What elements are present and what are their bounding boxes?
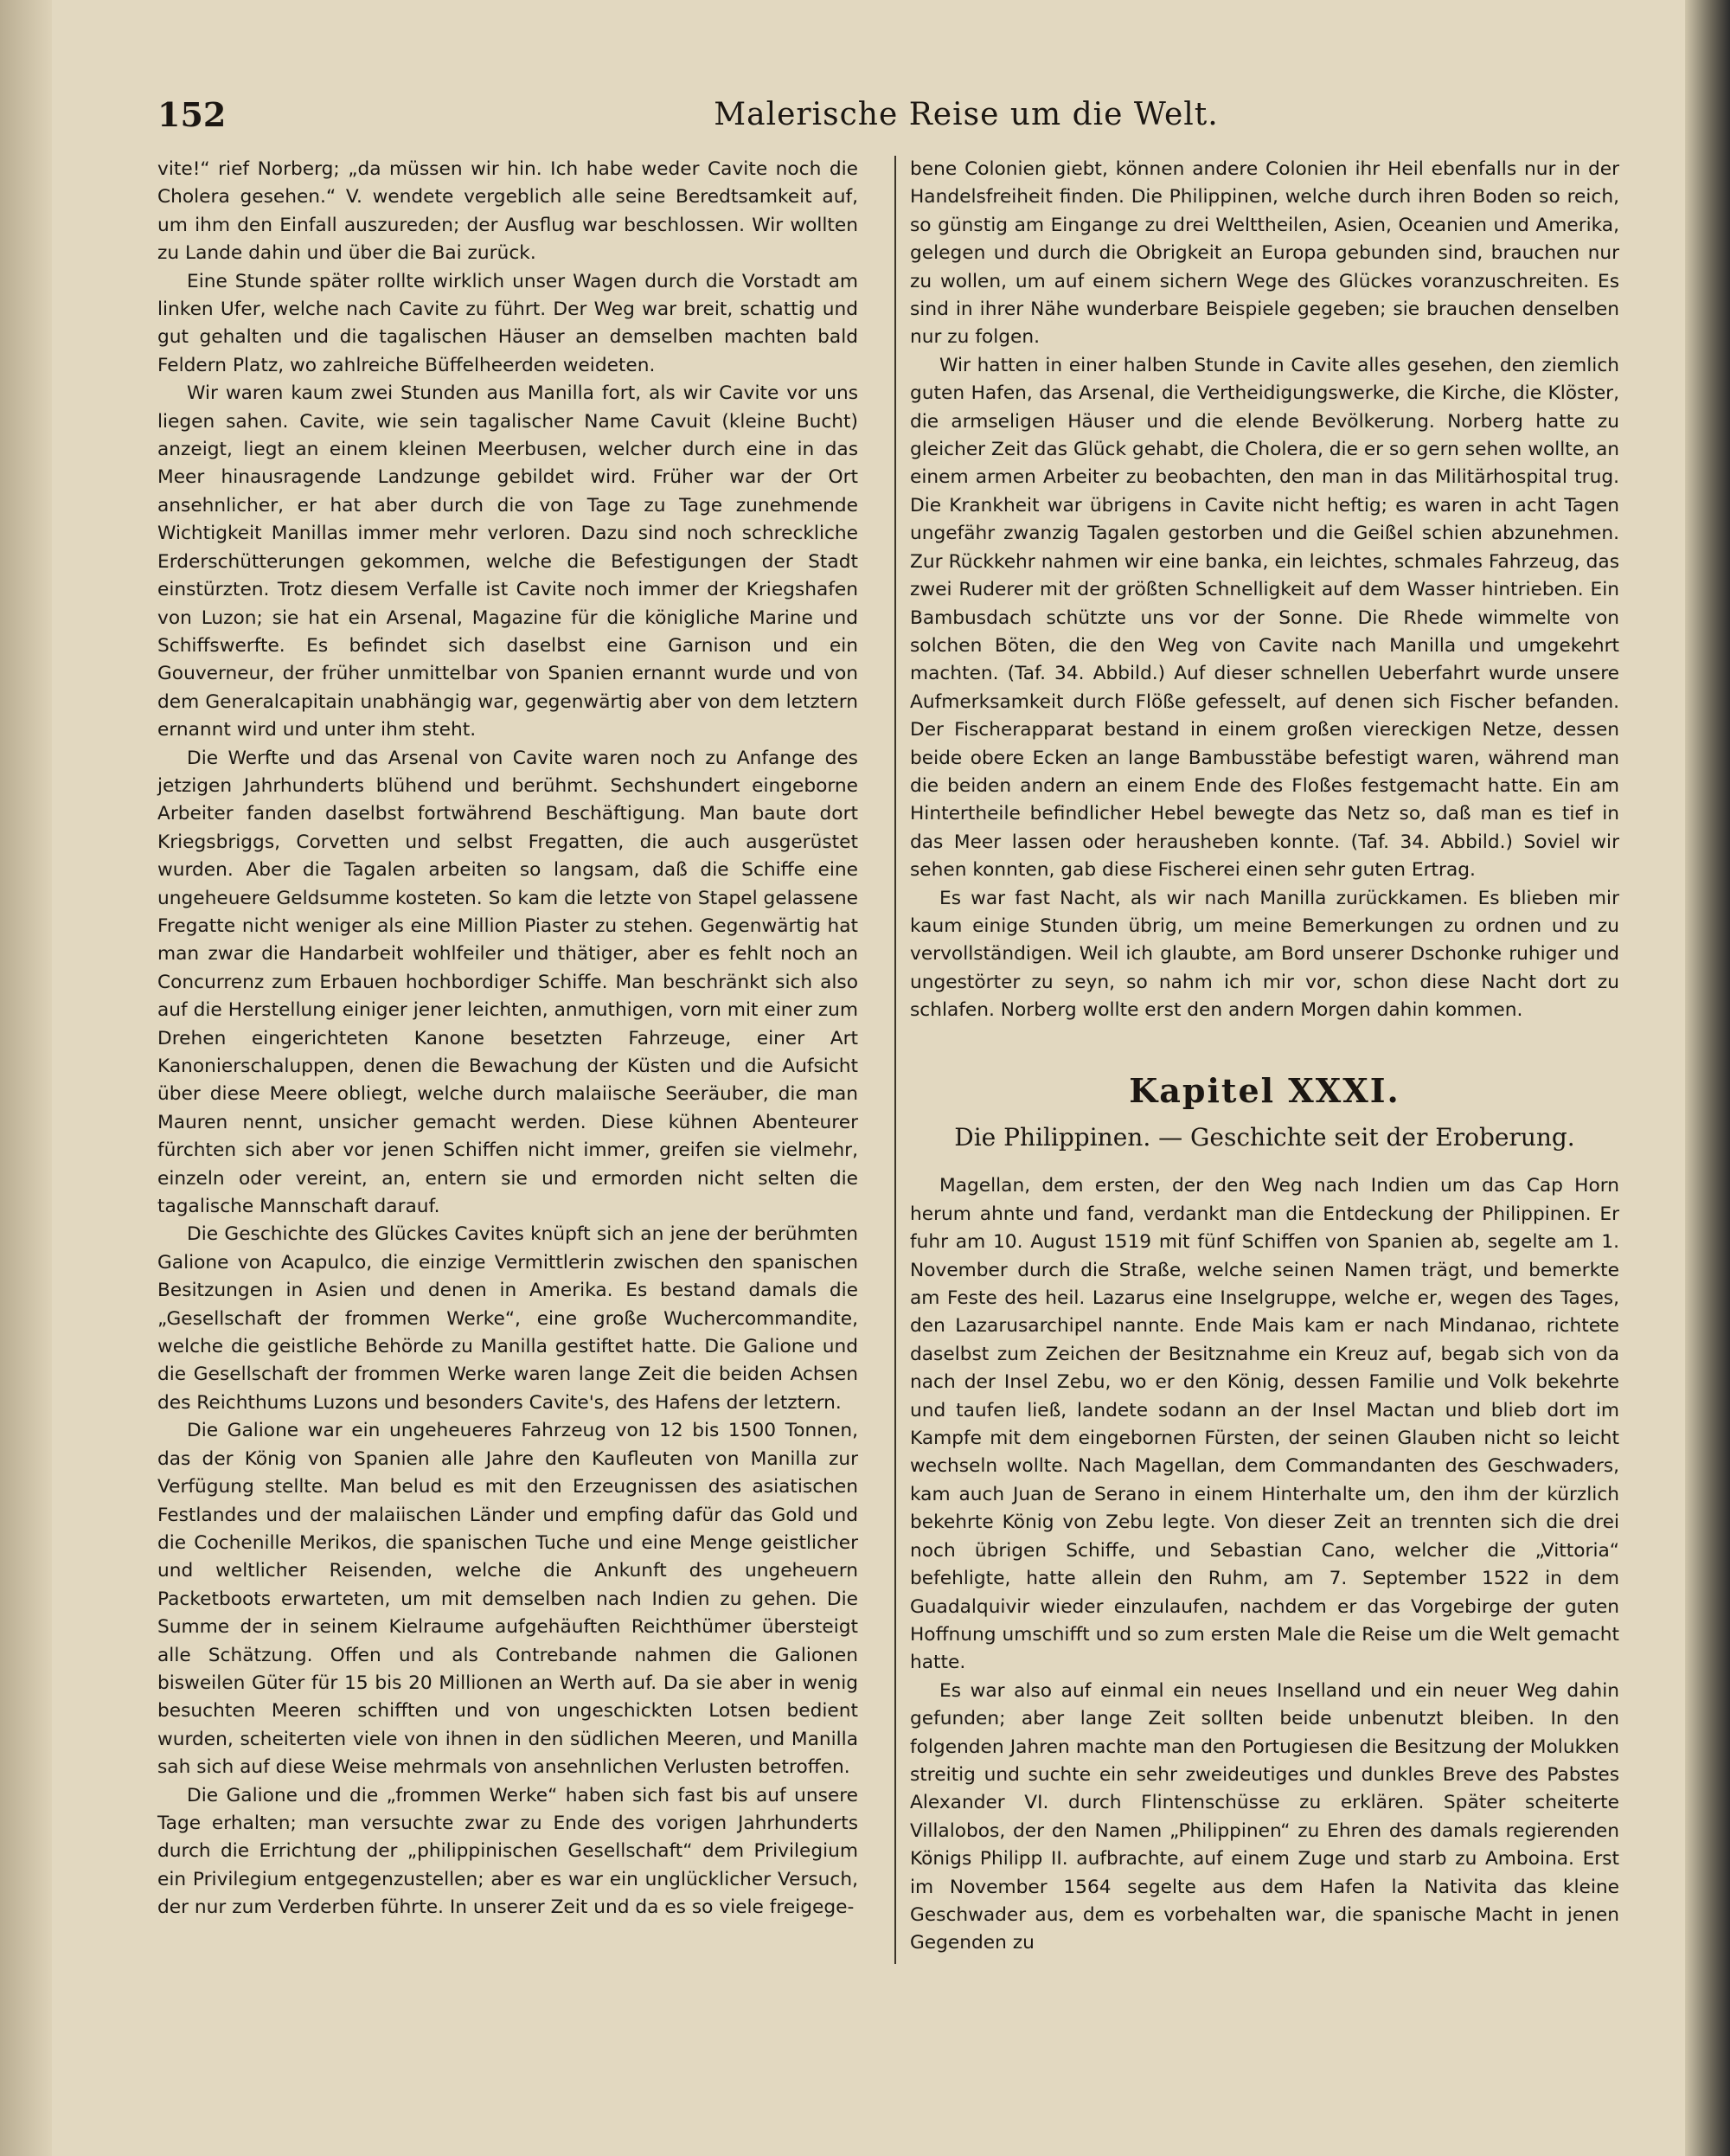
paragraph: Eine Stunde später rollte wirklich unser Wagen durch die Vorstadt am linken Ufer, welche nach Cavite zu führt. Der Weg war breit, schattig und gut gehalten und die tagalischen Häuser an demselben machten bald Feldern Platz, wo zahlreiche Büffelheerden weideten. [157, 270, 858, 376]
right-column [910, 156, 1619, 1958]
page-number: 152 [157, 95, 227, 134]
chapter-title: Kapitel XXXI. [1129, 1070, 1400, 1110]
left-column [157, 156, 858, 1922]
page-gutter-edge [0, 0, 52, 2156]
paragraph: Magellan, dem ersten, der den Weg nach Indien um das Cap Horn herum ahnte und fand, verdankt man die Entdeckung der Philippinen. Er fuhr am 10. August 1519 mit fünf Schiffen von Spanien ab, segelte am 1. November durch die Straße, welche seinen Namen trägt, und bemerkte am Feste des heil. Lazarus eine Inselgruppe, welche er, wegen des Tages, den Lazarusarchipel nannte. Ende Mais kam er nach Mindanao, richtete daselbst zum Zeichen der Besitznahme ein Kreuz auf, begab sich von da nach der Insel Zebu, wo er den König, dessen Familie und Volk bekehrte und taufen ließ, landete sodann an der Insel Mactan und blieb dort im Kampfe mit dem eingebornen Fürsten, der seinen Glauben nicht so leicht wechseln wollte. Nach Magellan, dem Commandanten des Geschwaders, kam auch Juan de Serano in einem Hinterhalte um, den ihm der kürzlich bekehrte König von Zebu legte. Von dieser Zeit an trennten sich die drei noch übrigen Schiffe, und Sebastian Cano, welcher die „Vittoria“ befehligte, hatte allein den Ruhm, am 7. September 1522 in dem Guadalquivir wieder einzulaufen, nachdem er das Vorgebirge der guten Hoffnung umschifft und so zum ersten Male die Reise um die Welt gemacht hatte. [910, 1175, 1619, 1674]
paragraph: Die Galione war ein ungeheueres Fahrzeug von 12 bis 1500 Tonnen, das der König von Spanien alle Jahre den Kaufleuten von Manilla zur Verfügung stellte. Man belud es mit den Erzeugnissen des asiatischen Festlandes und der malaiischen Länder und empfing dafür das Gold und die Cochenille Merikos, die spanischen Tuche und eine Menge geistlicher und weltlicher Reisenden, welche die Ankunft des ungeheuern Packetboots erwarteten, um mit demselben nach Indien zu gehen. Die Summe der in seinem Kielraume aufgehäuften Reichthümer übersteigt alle Schätzung. Offen und als Contrebande nahmen die Galionen bisweilen Güter für 15 bis 20 Millionen an Werth auf. Da sie aber in wenig besuchten Meeren schifften und von ungeschickten Lotsen bedient wurden, scheiterten viele von ihnen in den südlichen Meeren, und Manilla sah sich auf diese Weise mehrmals von ansehnlichen Verlusten betroffen. [157, 1420, 858, 1779]
paragraph: Wir hatten in einer halben Stunde in Cavite alles gesehen, den ziemlich guten Hafen, das Arsenal, die Vertheidigungswerke, die Kirche, die Klöster, die armseligen Häuser und die elende Bevölkerung. Norberg hatte zu gleicher Zeit das Glück gehabt, die Cholera, die er so gern sehen wollte, an einem armen Arbeiter zu beobachten, den man in das Militärhospital trug. Die Krankheit war übrigens in Cavite nicht heftig; es waren in acht Tagen ungefähr zwanzig Tagalen gestorben und die Geißel schien abzunehmen. Zur Rückkehr nahmen wir eine banka, ein leichtes, schmales Fahrzeug, das zwei Ruderer mit der größten Schnelligkeit auf dem Wasser hintrieben. Ein Bambusdach schützte uns vor der Sonne. Die Rhede wimmelte von solchen Böten, die den Weg von Cavite nach Manilla und umgekehrt machten. (Taf. 34. Abbild.) Auf dieser schnellen Ueberfahrt wurde unsere Aufmerksamkeit durch Flöße gefesselt, auf denen sich Fischer befanden. Der Fischerapparat bestand in einem großen viereckigen Netze, dessen beide obere Ecken an lange Bambusstäbe befestigt waren, während man die beiden andern an einem Ende des Floßes festgemacht hatte. Ein am Hintertheile befindlicher Hebel bewegte das Netz so, daß man es tief in das Meer lassen oder herausheben konnte. (Taf. 34. Abbild.) Soviel wir sehen konnten, gab diese Fischerei einen sehr guten Ertrag. [910, 354, 1619, 882]
paragraph: Die Geschichte des Glückes Cavites knüpft sich an jene der berühmten Galione von Acapulco, die einzige Vermittlerin zwischen den spanischen Besitzungen in Asien und denen in Amerika. Es bestand damals die „Gesellschaft der frommen Werke“, eine große Wuchercommandite, welche die geistliche Behörde zu Manilla gestiftet hatte. Die Galione und die Gesellschaft der frommen Werke waren lange Zeit die beiden Achsen des Reichthums Luzons und besonders Cavite's, des Hafens der letztern. [157, 1223, 858, 1414]
paragraph: Es war also auf einmal ein neues Inselland und ein neuer Weg dahin gefunden; aber lange Zeit sollten beide unbenutzt bleiben. In den folgenden Jahren machte man den Portugiesen die Besitzung der Molukken streitig und suchte ein sehr zweideutiges und dunkles Breve des Pabstes Alexander VI. durch Flintenschüsse zu erklären. Später scheiterte Villalobos, der den Namen „Philippinen“ zu Ehren des damals regierenden Königs Philipp II. aufbrachte, auf einem Zuge und starb zu Amboina. Erst im November 1564 segelte aus dem Hafen la Nativita das kleine Geschwader aus, dem es vorbehalten war, die spanische Macht in jenen Gegenden zu [910, 1679, 1619, 1954]
paragraph: bene Colonien giebt, können andere Colonien ihr Heil ebenfalls nur in der Handelsfreiheit finden. Die Philippinen, welche durch ihren Boden so reich, so günstig am Eingange zu drei Welttheilen, Asien, Oceanien und Amerika, gelegen und durch die Obrigkeit an Europa gebunden sind, brauchen nur zu wollen, um auf einem sichern Wege des Glückes voranzuschreiten. Es sind in ihrer Nähe wunderbare Beispiele gegeben; sie brauchen denselben nur zu folgen. [910, 158, 1619, 349]
running-title: Malerische Reise um die Welt. [714, 97, 1219, 132]
page-header [157, 95, 1619, 147]
paragraph: vite!“ rief Norberg; „da müssen wir hin. Ich habe weder Cavite noch die Cholera gesehen.“ V. wendete vergeblich alle seine Beredtsamkeit auf, um ihm den Einfall auszureden; der Ausflug war beschlossen. Wir wollten zu Lande dahin und über die Bai zurück. [157, 158, 858, 265]
chapter-subtitle: Die Philippinen. — Geschichte seit der Eroberung. [954, 1123, 1575, 1152]
paragraph: Wir waren kaum zwei Stunden aus Manilla fort, als wir Cavite vor uns liegen sahen. Cavite, wie sein tagalischer Name Cavuit (kleine Bucht) anzeigt, liegt an einem kleinen Meerbusen, welcher durch eine in das Meer hinausragende Landzunge gebildet wird. Früher war der Ort ansehnlicher, er hat aber durch die von Tage zu Tage zunehmende Wichtigkeit Manillas immer mehr verloren. Dazu sind noch schreckliche Erderschütterungen gekommen, welche die Befestigungen der Stadt einstürzten. Trotz diesem Verfalle ist Cavite noch immer der Kriegshafen von Luzon; sie hat ein Arsenal, Magazine für die königliche Marine und Schiffswerfte. Es befindet sich daselbst eine Garnison und ein Gouverneur, der früher unmittelbar von Spanien ernannt wurde und von dem Generalcapitain unabhängig war, gegenwärtig aber von dem letztern ernannt wird und unter ihm steht. [157, 382, 858, 741]
paragraph: Die Galione und die „frommen Werke“ haben sich fast bis auf unsere Tage erhalten; man versuchte zwar zu Ende des vorigen Jahrhunderts durch die Errichtung der „philippinischen Gesellschaft“ dem Privilegium ein Privilegium entgegenzustellen; aber es war ein unglücklicher Versuch, der nur zum Verderben führte. In unserer Zeit und da es so viele freigege- [157, 1784, 858, 1919]
book-binding-edge [1685, 0, 1730, 2156]
paragraph: Die Werfte und das Arsenal von Cavite waren noch zu Anfange des jetzigen Jahrhunderts blühend und berühmt. Sechshundert eingeborne Arbeiter fanden daselbst fortwährend Beschäftigung. Man baute dort Kriegsbriggs, Corvetten und selbst Fregatten, die auch ausgerüstet wurden. Aber die Tagalen arbeiten so langsam, daß die Schiffe eine ungeheuere Geldsumme kosteten. So kam die letzte von Stapel gelassene Fregatte nicht weniger als eine Million Piaster zu stehen. Gegenwärtig hat man zwar die Handarbeit wohlfeiler und thätiger, aber es fehlt noch an Concurrenz zum Erbauen hochbordiger Schiffe. Man beschränkt sich also auf die Herstellung einiger jener leichten, anmuthigen, vorn mit einer zum Drehen eingerichteten Kanone besetzten Fahrzeuge, einer Art Kanonierschaluppen, denen die Bewachung der Küsten und die Aufsicht über diese Meere obliegt, welche durch malaiische Seeräuber, die man Mauren nennt, unsicher gemacht werden. Diese kühnen Abenteurer fürchten sich aber vor jenen Schiffen nicht immer, greifen sie vielmehr, einzeln oder vereint, an, entern sie und ermorden nicht selten die tagalische Mannschaft darauf. [157, 747, 858, 1218]
column-divider [894, 156, 896, 1964]
paragraph: Es war fast Nacht, als wir nach Manilla zurückkamen. Es blieben mir kaum einige Stunden übrig, um meine Bemerkungen zu ordnen und zu vervollständigen. Weil ich glaubte, am Bord unserer Dschonke ruhiger und ungestörter zu seyn, so nahm ich mir vor, schon diese Nacht dort zu schlafen. Norberg wollte erst den andern Morgen dahin kommen. [910, 887, 1619, 1022]
